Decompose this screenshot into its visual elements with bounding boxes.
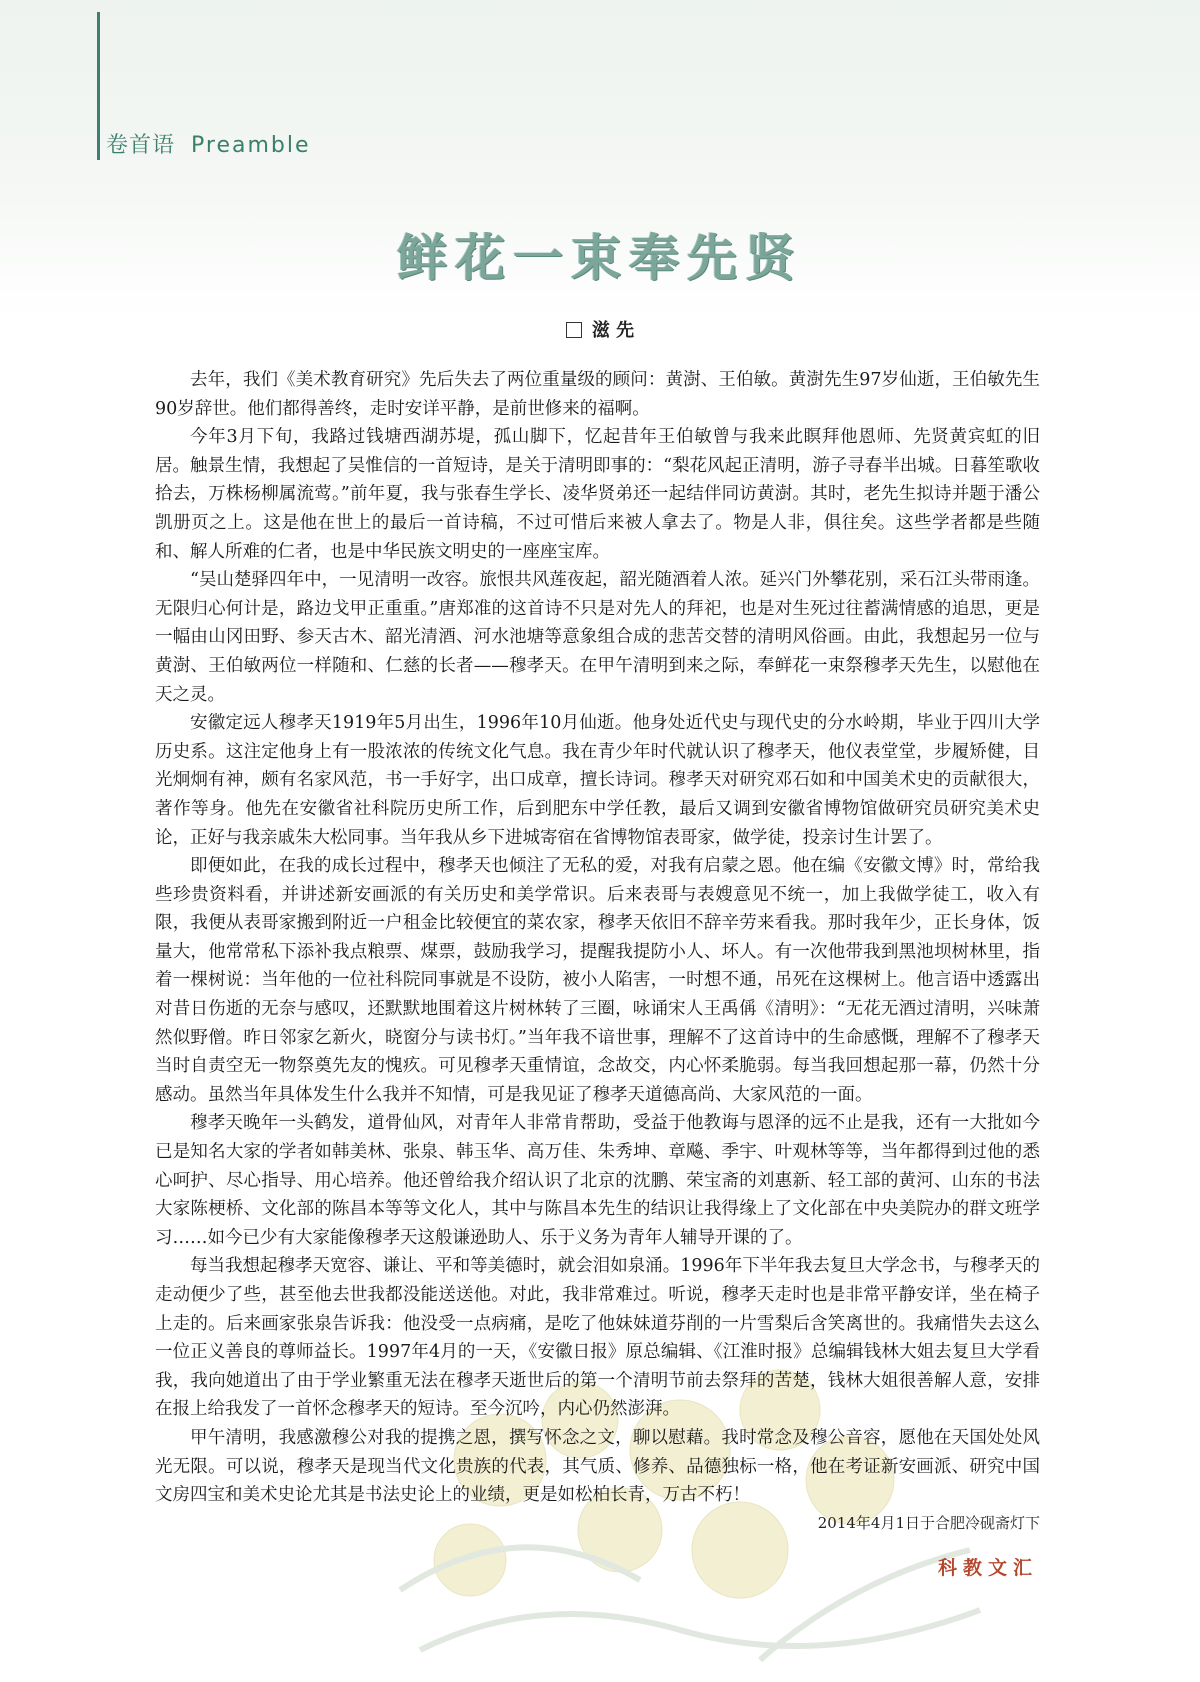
author-name: 滋 先 <box>591 320 635 341</box>
paragraph: 今年3月下旬，我路过钱塘西湖苏堤，孤山脚下，忆起昔年王伯敏曾与我来此瞑拜他恩师、先贤黄宾虹的旧居。触景生情，我想起了吴惟信的一首短诗，是关于清明即事的：“梨花风起正清明，游子寻春半出城。日暮笙歌收拾去，万株杨柳属流莺。”前年夏，我与张春生学长、凌华贤弟还一起结伴同访黄澍。其时，老先生拟诗并题于潘公凯册页之上。这是他在世上的最后一首诗稿，不过可惜后来被人拿去了。物是人非，俱往矣。这些学者都是些随和、解人所难的仁者，也是中华民族文明史的一座座宝库。 <box>155 427 1040 562</box>
header-vertical-rule <box>97 12 100 160</box>
paragraph: “吴山楚驿四年中，一见清明一改容。旅恨共风莲夜起，韶光随酒着人浓。延兴门外攀花别，采石江头带雨逢。无限归心何计是，路边戈甲正重重。”唐郑准的这首诗不只是对先人的拜祀，也是对生死过往蓄满情感的追思，更是一幅由山冈田野、参天古木、韶光清酒、河水池塘等意象组合成的悲苦交替的清明风俗画。由此，我想起另一位与黄澍、王伯敏两位一样随和、仁慈的长者——穆孝天。在甲午清明到来之际，奉鲜花一束祭穆孝天先生，以慰他在天之灵。 <box>155 570 1040 705</box>
paragraph: 甲午清明，我感激穆公对我的提携之恩，撰写怀念之文，聊以慰藉。我时常念及穆公音容，愿他在天国处处风光无限。可以说，穆孝天是现当代文化贵族的代表，其气质、修养、品德独标一格，他在考证新安画派、研究中国文房四宝和美术史论尤其是书法史论上的业绩，更是如松柏长青，万古不朽！ <box>155 1427 1040 1506</box>
paragraph: 安徽定远人穆孝天1919年5月出生，1996年10月仙逝。他身处近代史与现代史的分水岭期，毕业于四川大学历史系。这注定他身上有一股浓浓的传统文化气息。我在青少年时代就认识了穆孝天，他仪表堂堂，步履矫健，目光炯炯有神，颇有名家风范，书一手好字，出口成章，擅长诗词。穆孝天对研究邓石如和中国美术史的贡献很大，著作等身。他先在安徽省社科院历史所工作，后到肥东中学任教，最后又调到安徽省博物馆做研究员研究美术史论，正好与我亲戚朱大松同事。当年我从乡下进城寄宿在省博物馆表哥家，做学徒，投亲讨生计罢了。 <box>155 713 1040 848</box>
author-byline <box>0 316 1200 342</box>
section-label-cn: 卷首语 <box>106 133 176 158</box>
section-label <box>106 128 311 159</box>
section-label-en: Preamble <box>191 133 311 158</box>
article-body <box>155 366 1040 1510</box>
journal-mark: 科教文汇 <box>937 1557 1038 1579</box>
paragraph: 去年，我们《美术教育研究》先后失去了两位重量级的顾问：黄澍、王伯敏。黄澍先生97岁仙逝，王伯敏先生90岁辞世。他们都得善终，走时安详平静，是前世修来的福啊。 <box>155 370 1040 419</box>
paragraph: 每当我想起穆孝天宽容、谦让、平和等美德时，就会泪如泉涌。1996年下半年我去复旦大学念书，与穆孝天的走动便少了些，甚至他去世我都没能送送他。对此，我非常难过。听说，穆孝天走时也是非常平静安详，坐在椅子上走的。后来画家张泉告诉我：他没受一点病痛，是吃了他妹妹道芬削的一片雪梨后含笑离世的。我痛惜失去这么一位正义善良的尊师益长。1997年4月的一天，《安徽日报》原总编辑、《江淮时报》总编辑钱林大姐去复旦大学看我，我向她道出了由于学业繁重无法在穆孝天逝世后的第一个清明节前去祭拜的苦楚，钱林大姐很善解人意，安排在报上给我发了一首怀念穆孝天的短诗。至今沉吟，内心仍然澎湃。 <box>155 1256 1040 1420</box>
article-title: 鲜花一束奉先贤 <box>397 229 803 287</box>
paragraph: 穆孝天晚年一头鹤发，道骨仙风，对青年人非常肯帮助，受益于他教诲与恩泽的远不止是我，还有一大批如今已是知名大家的学者如韩美林、张泉、韩玉华、高万佳、朱秀坤、章飚、季宇、叶观林等等，当年都得到过他的悉心呵护、尽心指导、用心培养。他还曾给我介绍认识了北京的沈鹏、荣宝斋的刘惠新、轻工部的黄河、山东的书法大家陈梗桥、文化部的陈昌本等等文化人，其中与陈昌本先生的结识让我得缘上了文化部在中央美院办的群文班学习……如今已少有大家能像穆孝天这般谦逊助人、乐于义务为青年人辅导开课的了。 <box>155 1113 1040 1248</box>
paragraph: 即便如此，在我的成长过程中，穆孝天也倾注了无私的爱，对我有启蒙之恩。他在编《安徽文博》时，常给我些珍贵资料看，并讲述新安画派的有关历史和美学常识。后来表哥与表嫂意见不统一，加上我做学徒工，收入有限，我便从表哥家搬到附近一户租金比较便宜的菜农家，穆孝天依旧不辞辛劳来看我。那时我年少，正长身体，饭量大，他常常私下添补我点粮票、煤票，鼓励我学习，提醒我提防小人、坏人。有一次他带我到黑池坝树林里，指着一棵树说：当年他的一位社科院同事就是不设防，被小人陷害，一时想不通，吊死在这棵树上。他言语中透露出对昔日伤逝的无奈与感叹，还默默地围着这片树林转了三圈，咏诵宋人王禹偁《清明》：“无花无酒过清明，兴味萧然似野僧。昨日邻家乞新火，晓窗分与读书灯。”当年我不谙世事，理解不了这首诗中的生命感慨，理解不了穆孝天当时自责空无一物祭奠先友的愧疚。可见穆孝天重情谊，念故交，内心怀柔脆弱。每当我回想起那一幕，仍然十分感动。虽然当年具体发生什么我并不知情，可是我见证了穆孝天道德高尚、大家风范的一面。 <box>155 856 1040 1105</box>
author-box-icon <box>566 322 582 338</box>
dateline: 2014年4月1日于合肥冷砚斋灯下 <box>817 1514 1040 1532</box>
